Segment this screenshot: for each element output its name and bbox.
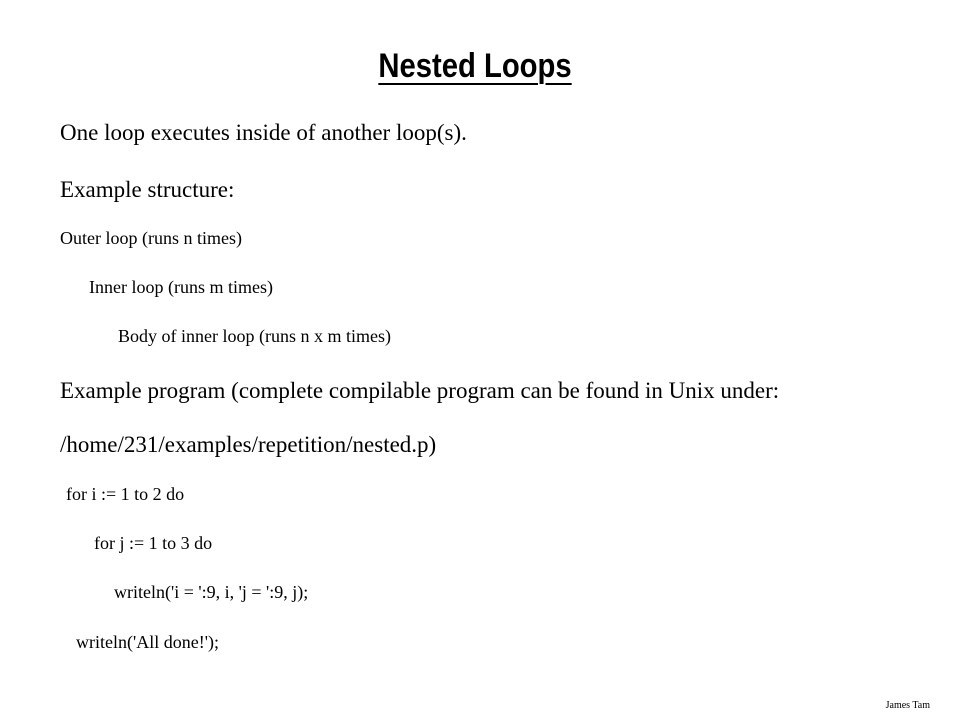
- example-heading: Example program (complete compilable program can be found in Unix under:: [60, 378, 780, 403]
- outer-loop-text: Outer loop (runs n times): [60, 228, 242, 248]
- author-credit: James Tam: [885, 700, 930, 711]
- code-line-inner-writeln: writeln('i = ':9, i, 'j = ':9, j);: [114, 582, 309, 602]
- structure-heading: Example structure:: [60, 177, 235, 202]
- code-line-final-writeln: writeln('All done!');: [76, 632, 219, 652]
- example-path: /home/231/examples/repetition/nested.p): [60, 432, 437, 457]
- slide-title: Nested Loops: [378, 47, 572, 85]
- inner-loop-text: Inner loop (runs m times): [89, 277, 273, 297]
- code-line-inner-for: for j := 1 to 3 do: [94, 533, 213, 553]
- code-line-outer-for: for i := 1 to 2 do: [66, 484, 185, 504]
- intro-text: One loop executes inside of another loop(s).: [60, 120, 467, 145]
- inner-body-text: Body of inner loop (runs n x m times): [118, 326, 391, 346]
